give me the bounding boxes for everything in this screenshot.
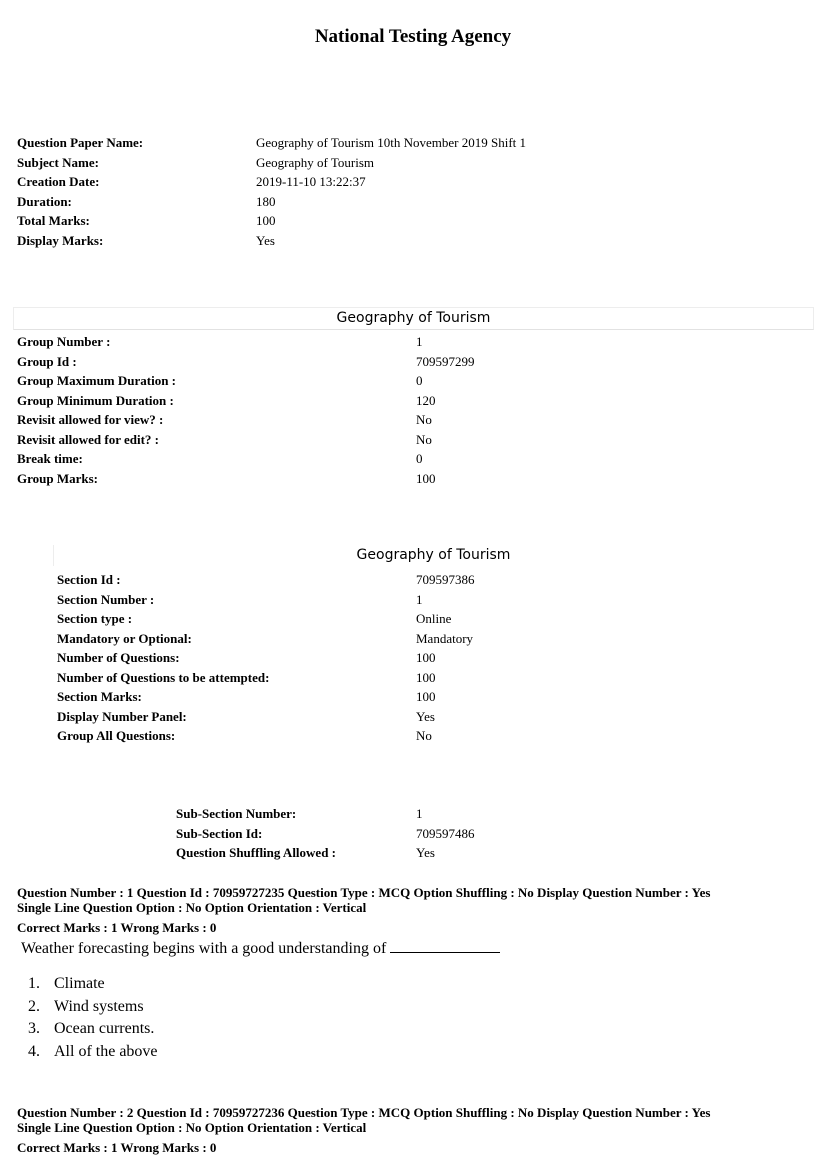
question-marks: Correct Marks : 1 Wrong Marks : 0 (17, 1140, 217, 1155)
subsection-value: 709597486 (416, 825, 475, 841)
question-1-options (28, 973, 158, 1063)
section-row (57, 590, 475, 610)
group-label: Group Marks: (17, 470, 99, 486)
subsection-value: Yes (416, 845, 435, 860)
subsection-label: Question Shuffling Allowed : (176, 845, 337, 860)
option-text: All of the above (54, 1042, 158, 1060)
meta-label: Display Marks: (17, 232, 104, 248)
section-value: Yes (416, 708, 435, 724)
paper-metadata (17, 133, 526, 250)
group-value: No (416, 431, 432, 447)
group-label: Revisit allowed for edit? : (17, 431, 160, 447)
section-row (57, 629, 475, 649)
option-text: Wind systems (54, 997, 144, 1015)
question-meta-line: Single Line Question Option : No Option Orientation : Vertical (17, 899, 367, 915)
group-label: Group Number : (17, 334, 111, 349)
group-header: Geography of Tourism (13, 307, 814, 330)
question-1-header (17, 886, 807, 935)
section-label: Display Number Panel: (57, 708, 187, 724)
section-label: Section Number : (57, 591, 155, 607)
section-value: Online (416, 611, 452, 626)
option-item (28, 1041, 158, 1064)
document-title: National Testing Agency (314, 26, 512, 47)
meta-value: 2019-11-10 13:22:37 (256, 174, 366, 189)
section-label: Group All Questions: (57, 728, 176, 743)
meta-row-duration (17, 192, 526, 212)
meta-value: 100 (256, 213, 276, 228)
section-header: Geography of Tourism (53, 545, 813, 566)
group-label: Group Id : (17, 353, 77, 369)
group-row (17, 410, 475, 430)
question-meta-line: Question Number : 2 Question Id : 70959727236 Question Type : MCQ Option Shuffling : No Display Question Number : Yes (17, 1105, 711, 1120)
section-label: Section Marks: (57, 689, 142, 704)
section-row (57, 668, 475, 688)
group-value: 709597299 (416, 353, 475, 369)
meta-label: Creation Date: (17, 174, 100, 189)
option-number: 3. (28, 1020, 40, 1037)
option-number: 4. (28, 1042, 40, 1060)
subsection-label: Sub-Section Number: (176, 806, 297, 821)
group-value: 120 (416, 392, 436, 408)
meta-label: Question Paper Name: (17, 135, 144, 150)
section-value: 709597386 (416, 572, 475, 587)
section-label: Section Id : (57, 572, 121, 587)
section-value: No (416, 728, 432, 743)
option-number: 2. (28, 997, 40, 1015)
group-row (17, 332, 475, 352)
subsection-row (176, 804, 475, 824)
section-row (57, 707, 475, 727)
question-marks: Correct Marks : 1 Wrong Marks : 0 (17, 920, 217, 935)
question-text: Weather forecasting begins with a good understanding of (21, 940, 391, 957)
subsection-row (176, 824, 475, 844)
question-1-text (21, 938, 500, 959)
answer-blank (390, 938, 500, 953)
group-label: Group Maximum Duration : (17, 373, 177, 388)
group-label: Break time: (17, 451, 83, 466)
option-item (28, 1018, 158, 1041)
section-label: Number of Questions to be attempted: (57, 669, 270, 685)
meta-row-subject (17, 153, 526, 173)
section-value: 100 (416, 689, 436, 704)
group-row (17, 449, 475, 469)
meta-value: Geography of Tourism 10th November 2019 Shift 1 (256, 135, 527, 150)
group-row (17, 352, 475, 372)
section-details (57, 570, 475, 746)
section-value: 100 (416, 669, 436, 685)
section-row (57, 648, 475, 668)
section-label: Section type : (57, 611, 133, 626)
meta-label: Total Marks: (17, 213, 90, 228)
section-value: 100 (416, 650, 436, 665)
group-value: 1 (416, 334, 423, 349)
subsection-details (176, 804, 475, 863)
group-details (17, 332, 475, 488)
meta-row-paper-name (17, 133, 526, 153)
meta-value: Geography of Tourism (256, 154, 374, 170)
option-text: Ocean currents. (54, 1020, 155, 1037)
question-2-header (17, 1106, 807, 1155)
section-value: 1 (416, 591, 423, 607)
option-item (28, 996, 158, 1019)
subsection-value: 1 (416, 806, 423, 821)
group-value: 0 (416, 451, 423, 466)
section-row (57, 726, 475, 746)
meta-row-creation-date (17, 172, 526, 192)
meta-row-total-marks (17, 211, 526, 231)
group-label: Revisit allowed for view? : (17, 412, 164, 427)
group-row (17, 371, 475, 391)
group-value: No (416, 412, 432, 427)
group-value: 100 (416, 470, 436, 486)
group-row (17, 391, 475, 411)
meta-row-display-marks (17, 231, 526, 251)
group-value: 0 (416, 373, 423, 388)
section-row (57, 609, 475, 629)
group-row (17, 469, 475, 489)
meta-label: Subject Name: (17, 154, 99, 170)
section-row (57, 570, 475, 590)
meta-value: 180 (256, 193, 276, 209)
question-meta-line: Question Number : 1 Question Id : 70959727235 Question Type : MCQ Option Shuffling : No Display Question Number : Yes (17, 885, 711, 900)
section-row (57, 687, 475, 707)
section-label: Mandatory or Optional: (57, 630, 192, 646)
option-number: 1. (28, 975, 40, 992)
subsection-label: Sub-Section Id: (176, 825, 263, 841)
group-row (17, 430, 475, 450)
option-text: Climate (54, 975, 105, 992)
section-value: Mandatory (416, 630, 474, 646)
meta-value: Yes (256, 232, 275, 248)
question-meta-line: Single Line Question Option : No Option Orientation : Vertical (17, 1119, 367, 1135)
subsection-row (176, 843, 475, 863)
section-label: Number of Questions: (57, 650, 180, 665)
group-label: Group Minimum Duration : (17, 392, 174, 408)
option-item (28, 973, 158, 996)
meta-label: Duration: (17, 193, 72, 209)
